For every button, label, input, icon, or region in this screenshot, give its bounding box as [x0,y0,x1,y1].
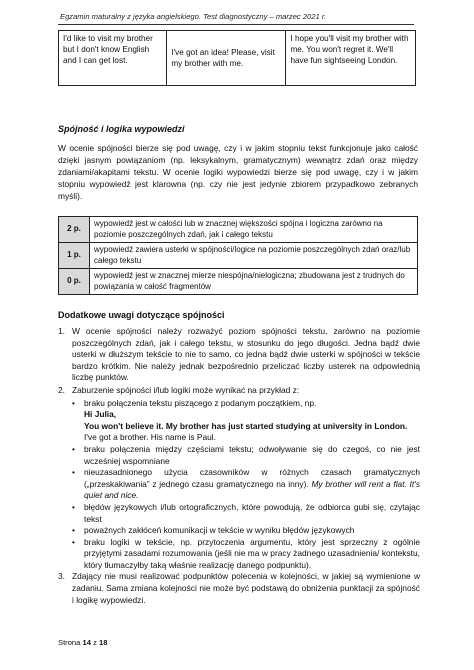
footer-page-total: 18 [99,638,108,647]
bullet-icon: • [72,525,75,536]
bullet-item [58,444,420,467]
bullet-icon: • [72,397,75,408]
bullet-text: poważnych zakłóceń komunikacji w tekście w wyniku błędów językowych [84,525,355,536]
list-item [58,326,420,384]
example-cell-3: I hope you'll visit my brother with me. You won't regret it. We'll have fun sightseeing London. [286,31,416,86]
bullet-icon: • [72,501,75,512]
bullet-item [58,525,420,537]
list-item-text: W ocenie spójności należy rozważyć poziom spójności tekstu, zarówno na poziomie poszczególnych zdań, jak i całego tekstu, w stosunku do jego długości. Jedna bądź dwie usterki w dłuższym tekście to nie to samo, co jedna bądź dwie usterki w spójności w tekście bardzo krótkim. Nie należy jednak bezpośrednio przeliczać liczby usterek na odpowiednią liczbę punktów. [72,326,420,383]
example-table [58,30,416,86]
bullet-icon: • [72,536,75,547]
bullet-text: braku połączenia między częściami tekstu; odwoływanie się do czegoś, co nie jest wcześniej wspomniane [84,443,420,466]
table-row [59,217,418,243]
example-cell-2: I've got an idea! Please, visit my brother with me. [167,31,286,86]
bullet-text: braku połączenia tekstu piszącego z podanym początkiem, np. [84,397,317,408]
footer-prefix: Strona [58,638,81,647]
example-line: Hi Julia, [84,409,117,420]
table-row [59,269,418,295]
bullet-text: nieuzasadnionego użycia czasowników w różnych czasach gramatycznych („przeskakiwania” z jednego czasu gramatycznego na inny). [84,467,420,489]
example-cell-1: I'd like to visit my brother but I don't know English and I can get lost. [59,31,167,86]
bullet-item [58,537,420,572]
list-number: 2. [58,384,65,395]
example-line: You won't believe it. My brother has just started studying at university in London. [84,420,408,431]
remarks-list [58,326,420,607]
list-item [58,571,420,606]
intro-paragraph: W ocenie spójności bierze się pod uwagę, czy i w jakim stopniu tekst funkcjonuje jako całość dzięki jasnym powiązaniom (np. leksykalnym, gramatycznym) wewnątrz zdań oraz między zdaniami/akapitami tekstu. W ocenie logiki wypowiedzi bierze się pod uwagę, czy i w jakim stopniu wypowiedź jest klarowna (np. czy nie jest jedynie zbiorem przypadkowo zebranych myśli). [58,143,418,201]
bullet-text: braku logiki w tekście, np. przytoczenia argumentu, który jest sprzeczny z ogólnie przyjętymi zasadami rozumowania (jeśli nie ma w pracy żadnego uzasadnienia/ kontekstu, który tłumaczyłby taką właśnie realizację danego podpunktu). [84,536,420,570]
bullet-item [58,502,420,525]
bullet-icon: • [72,443,75,454]
bullet-icon: • [72,467,75,478]
example-line: I've got a brother. His name is Paul. [84,432,216,443]
grade-points: 0 p. [59,269,90,295]
footer-page-number: 14 [82,638,91,647]
remarks-title: Dodatkowe uwagi dotyczące spójności [58,310,225,320]
bullet-text: błędów językowych i/lub ortograficznych, które powodują, że odbiorca gubi się, czytając tekst [84,501,420,524]
list-number: 1. [58,326,65,336]
list-item-text: Zdający nie musi realizować podpunktów polecenia w kolejności, w jakiej są wymienione w zadaniu. Sama zmiana kolejności nie może być podstawą do obniżenia punktacji za spójność i logikę wypowiedzi. [72,571,420,605]
page-footer [58,638,107,647]
table-row [59,243,418,269]
table-row [59,31,416,86]
bullet-item [58,398,420,410]
grade-description: wypowiedź zawiera usterki w spójności/logice na poziomie poszczególnych zdań oraz/lub całego tekstu [90,243,418,269]
bullet-item [58,467,420,502]
list-number: 3. [58,571,65,582]
footer-separator: z [93,638,97,647]
grade-points: 2 p. [59,217,90,243]
page-header: Egzamin maturalny z języka angielskiego. Test diagnostyczny – marzec 2021 r. [60,12,327,21]
list-item [58,385,420,397]
grade-description: wypowiedź jest w znacznej mierze niespójna/nielogiczna; zbudowana jest z trudnych do powiązania w całość fragmentów [90,269,418,295]
grade-description: wypowiedź jest w całości lub w znacznej większości spójna i logiczna zarówno na poziomie poszczególnych zdań, jak i całego tekstu [90,217,418,243]
header-divider [58,24,414,25]
section-title: Spójność i logika wypowiedzi [58,124,185,134]
bullet-example: My brother will rent a flat. It's quiet and nice. [84,478,421,501]
grade-points: 1 p. [59,243,90,269]
list-item-text: Zaburzenie spójności i/lub logiki może wynikać na przykład z: [72,384,300,395]
grading-table [58,216,418,295]
